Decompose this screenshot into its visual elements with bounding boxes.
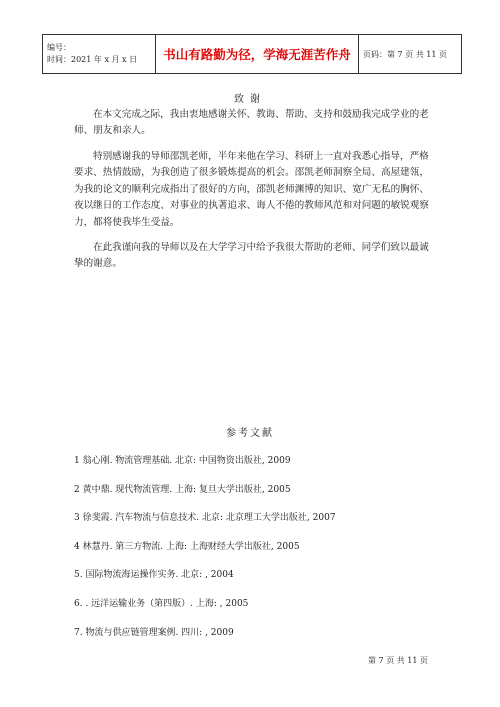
references-title: 参考文献 — [226, 428, 274, 439]
reference-item: 7. 物流与供应链管理案例. 四川: , 2009 — [74, 627, 234, 638]
acknowledgement-paragraph: 在本文完成之际，我由衷地感谢关怀、教诲、帮助、支持和鼓励我完成学业的老师、朋友和亲人。 — [74, 109, 429, 137]
reference-item: 4 林慧丹. 第三方物流. 上海: 上海财经大学出版社, 2005 — [74, 541, 300, 552]
reference-item: 2 黄中鼎. 现代物流管理. 上海: 复旦大学出版社, 2005 — [74, 484, 291, 495]
header-page-info: 页码：第 7 页 共 11 页 — [359, 35, 462, 74]
acknowledgement-paragraph: 特别感谢我的导师邵凯老师，半年来他在学习、科研上一直对我悉心指导，严格要求、热情鼓励，为我创造了很多锻炼提高的机会。邵凯老师洞察全局、高屋建瓴，为我的论文的顺利完成指出了很好的方向，邵凯老师渊博的知识、宽广无私的胸怀、夜以继日的工作态度、对事业的执著追求、诲人不倦的教师风范和对问题的敏锐观察力，都将使我毕生受益。 — [74, 151, 429, 228]
acknowledgement-title: 致谢 — [234, 94, 266, 105]
page-footer: 第 7 页 共 11 页 — [368, 656, 428, 665]
reference-item: 1 翁心刚. 物流管理基础. 北京: 中国物资出版社, 2009 — [74, 456, 291, 466]
references-list — [74, 447, 454, 647]
time-label: 时间：2021 年 x 月 x 日 — [47, 55, 138, 64]
header-motto: 书山有路勤为径，学海无涯苦作舟 — [156, 35, 359, 74]
reference-item: 6. . 远洋运输业务（第四版）. 上海: , 2005 — [74, 598, 249, 609]
header-meta — [43, 35, 156, 74]
page-header — [42, 34, 462, 74]
acknowledgement-paragraph: 在此我谨向我的导师以及在大学学习中给予我很大帮助的老师、同学们致以最诚挚的谢意。 — [74, 242, 429, 270]
reference-item: 3 徐斐霞. 汽车物流与信息技术. 北京: 北京理工大学出版社, 2007 — [74, 513, 336, 524]
number-label: 编号： — [47, 43, 71, 52]
reference-item: 5. 国际物流海运操作实务. 北京: , 2004 — [74, 570, 234, 581]
